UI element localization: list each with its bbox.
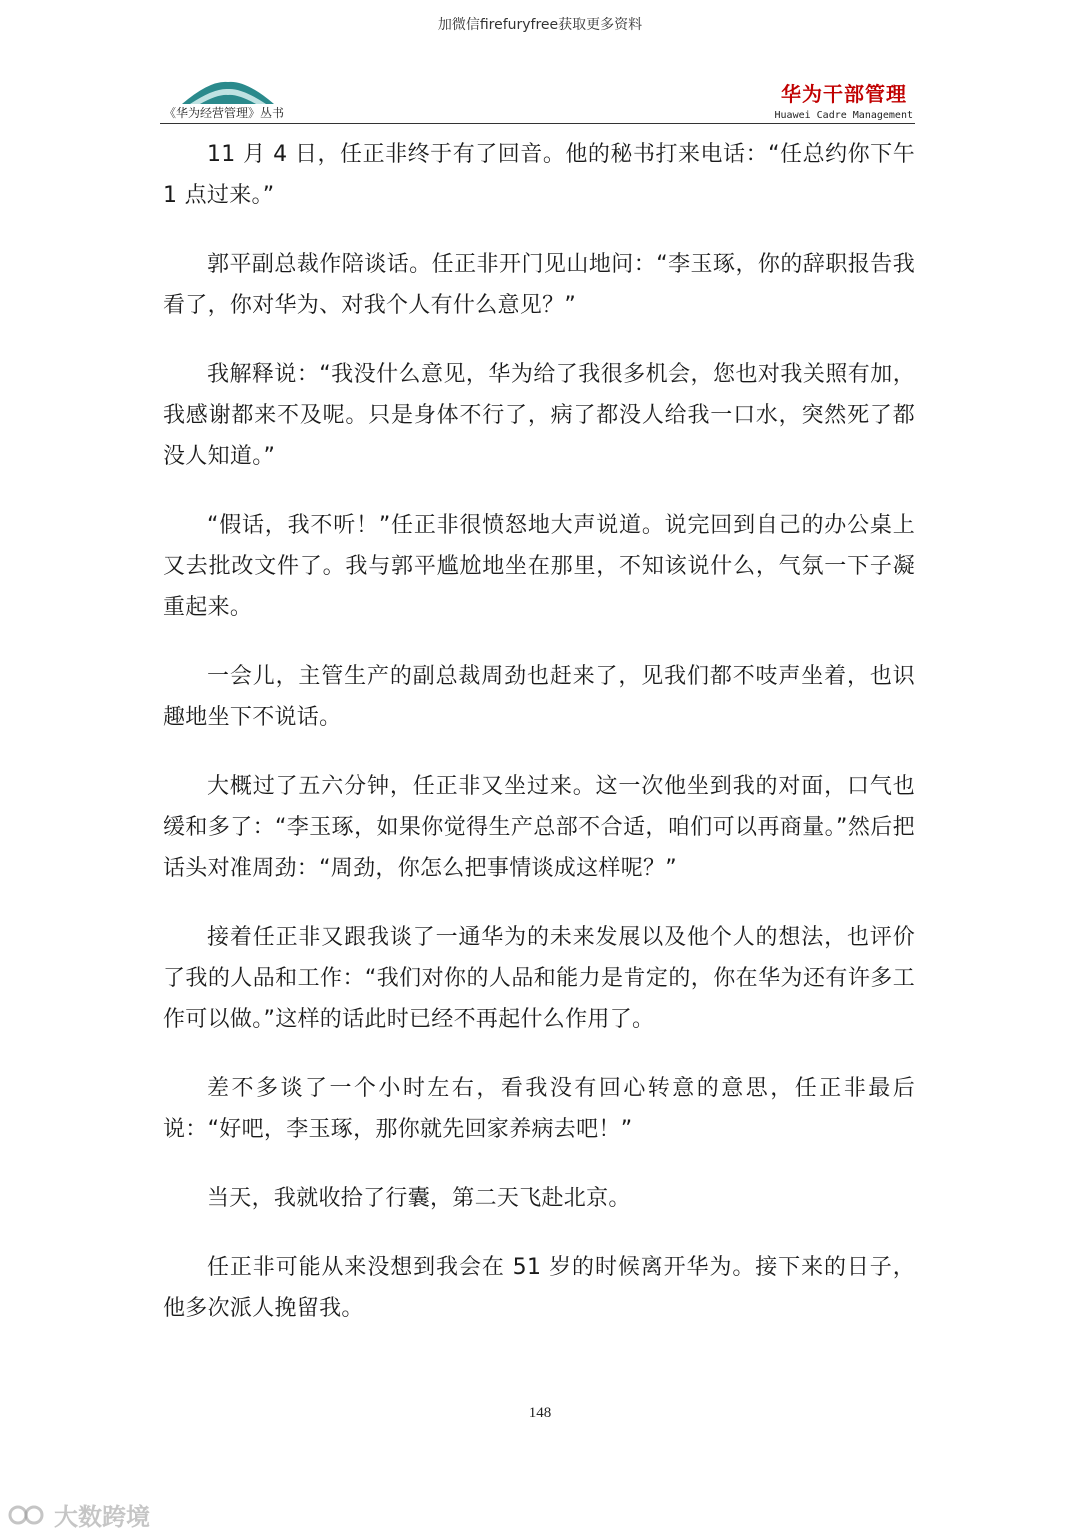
paragraph: 我解释说：“我没什么意见，华为给了我很多机会，您也对我关照有加，我感谢都来不及呢。只是身体不行了，病了都没人给我一口水，突然死了都没人知道。”: [163, 362, 915, 469]
paragraph: 大概过了五六分钟，任正非又坐过来。这一次他坐到我的对面，口气也缓和多了：“李玉琢，如果你觉得生产总部不合适，咱们可以再商量。”然后把话头对准周劲：“周劲，你怎么把事情谈成这样呢？”: [163, 774, 915, 881]
paragraph: “假话，我不听！”任正非很愤怒地大声说道。说完回到自己的办公桌上又去批改文件了。我与郭平尴尬地坐在那里，不知该说什么，气氛一下子凝重起来。: [163, 513, 915, 620]
paragraph: 11 月 4 日，任正非终于有了回音。他的秘书打来电话：“任总约你下午 1 点过来。”: [163, 142, 915, 208]
brand-subtitle: Huawei Cadre Management: [774, 110, 913, 121]
top-note: 加微信firefuryfree获取更多资料: [437, 17, 643, 33]
paragraph: 当天，我就收拾了行囊，第二天飞赴北京。: [207, 1186, 631, 1211]
series-title: 《华为经营管理》丛书: [164, 106, 285, 120]
watermark-text: 大数跨境: [54, 1503, 150, 1531]
brand-title: 华为干部管理: [781, 82, 907, 106]
paragraph: 差不多谈了一个小时左右，看我没有回心转意的意思，任正非最后说：“好吧，李玉琢，那你就先回家养病去吧！”: [163, 1076, 915, 1142]
mountain-logo-icon: [180, 78, 276, 106]
paragraph: 一会儿，主管生产的副总裁周劲也赶来了，见我们都不吱声坐着，也识趣地坐下不说话。: [163, 664, 915, 730]
paragraph: 接着任正非又跟我谈了一通华为的未来发展以及他个人的想法，也评价了我的人品和工作：“我们对你的人品和能力是肯定的，你在华为还有许多工作可以做。”这样的话此时已经不再起什么作用了。: [163, 925, 915, 1032]
page-number: 148: [528, 1405, 552, 1421]
paragraph: 任正非可能从来没想到我会在 51 岁的时候离开华为。接下来的日子，他多次派人挽留我。: [163, 1255, 915, 1321]
body-content: [163, 134, 915, 1357]
header-rule: [160, 123, 915, 124]
page-header: [160, 72, 915, 124]
watermark-logo-icon: [8, 1502, 48, 1528]
watermark: [8, 1497, 150, 1532]
paragraph: 郭平副总裁作陪谈话。任正非开门见山地问：“李玉琢，你的辞职报告我看了，你对华为、对我个人有什么意见？”: [163, 252, 915, 318]
